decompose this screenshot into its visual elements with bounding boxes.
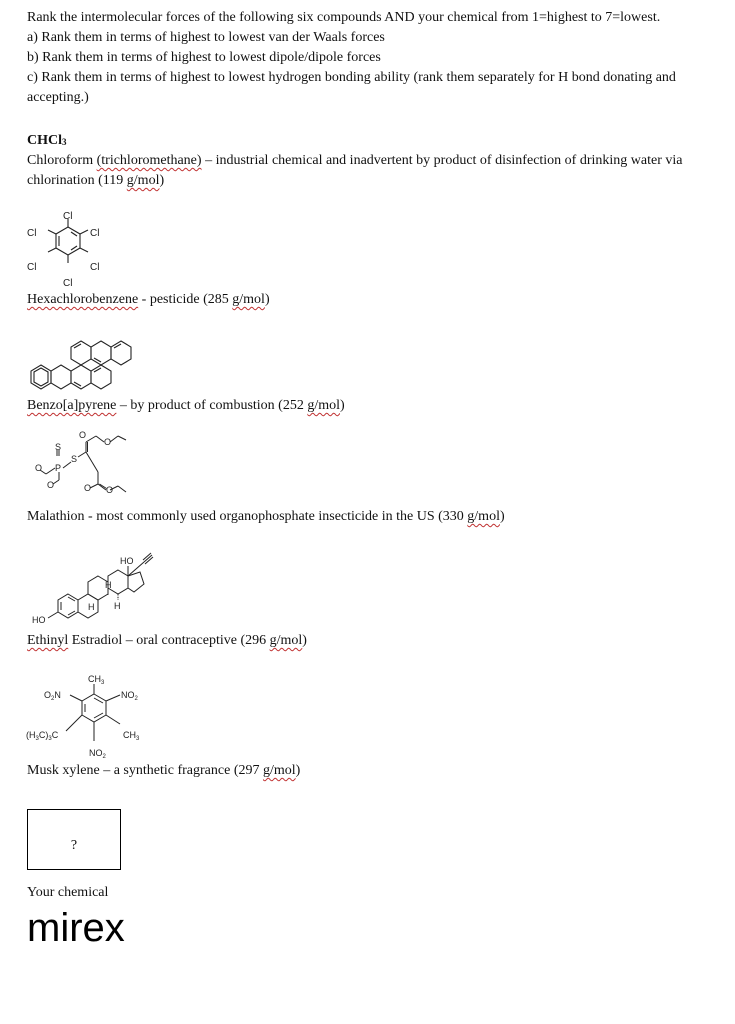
tert-butyl-label: $(H_3C)_3C$ <box>26 730 59 742</box>
ch3-label: $CH_3$ <box>88 674 105 686</box>
h-label: H <box>105 580 112 590</box>
instruction-b: b) Rank them in terms of highest to lowest dipole/dipole forces <box>27 50 381 65</box>
ethinyl-estradiol-caption: Ethinyl Estradiol – oral contraceptive (296 g/mol) <box>27 633 307 648</box>
hexachlorobenzene-structure <box>22 206 122 290</box>
malathion-o-label: O <box>79 430 87 440</box>
cl-label: Cl <box>63 278 73 289</box>
cl-label: Cl <box>27 262 37 273</box>
cl-label: Cl <box>63 211 73 222</box>
no2-label: $NO_2$ <box>89 748 106 760</box>
malathion-p-label: P <box>55 463 62 473</box>
cl-label: Cl <box>27 228 37 239</box>
chcl3-heading: CHCl$_3$ <box>27 133 67 148</box>
malathion-o-label: O <box>106 485 114 495</box>
malathion-o-label: O <box>47 480 55 490</box>
musk-xylene-structure <box>24 668 154 762</box>
unknown-structure-placeholder: ? <box>70 838 78 853</box>
hexachlorobenzene-caption: Hexachlorobenzene - pesticide (285 g/mol) <box>27 292 270 307</box>
instructions-intro: Rank the intermolecular forces of the following six compounds AND your chemical from 1=highest to 7=lowest. <box>27 10 661 25</box>
malathion-caption: Malathion - most commonly used organophosphate insecticide in the US (330 g/mol) <box>27 509 505 524</box>
cl-label: Cl <box>90 262 100 273</box>
cl-label: Cl <box>90 228 100 239</box>
malathion-o-label: O <box>84 483 92 493</box>
h-label: H <box>88 602 95 612</box>
ethinyl-estradiol-ho-label: HO <box>32 615 46 625</box>
instruction-a: a) Rank them in terms of highest to lowest van der Waals forces <box>27 30 385 45</box>
malathion-o-label: O <box>35 463 43 473</box>
ethinyl-estradiol-ho-label: HO <box>120 556 134 566</box>
malathion-s-label: S <box>55 442 62 452</box>
h-label: H <box>114 601 121 611</box>
malathion-o-label: O <box>104 437 112 447</box>
your-chemical-structure-box <box>27 809 121 870</box>
ethinyl-estradiol-structure <box>26 550 166 630</box>
o2n-label: $O_2N$ <box>44 690 61 702</box>
instruction-c: c) Rank them in terms of highest to lowest hydrogen bonding ability (rank them separately for H bond donating and accepting.) <box>27 70 676 105</box>
your-chemical-answer: mirex <box>27 906 125 950</box>
benzopyrene-caption: Benzo[a]pyrene – by product of combustion (252 g/mol) <box>27 398 345 413</box>
no2-label: $NO_2$ <box>121 690 138 702</box>
malathion-structure <box>26 430 146 505</box>
chcl3-description: Chloroform (trichloromethane) – industrial chemical and inadvertent by product of disinfection of drinking water via chlorination (119 g/mol) <box>27 153 683 188</box>
musk-xylene-caption: Musk xylene – a synthetic fragrance (297 g/mol) <box>27 763 301 778</box>
your-chemical-label: Your chemical <box>27 885 109 900</box>
malathion-s-label: S <box>71 454 78 464</box>
benzopyrene-structure <box>26 330 136 395</box>
ch3-label: $CH_3$ <box>123 730 140 742</box>
